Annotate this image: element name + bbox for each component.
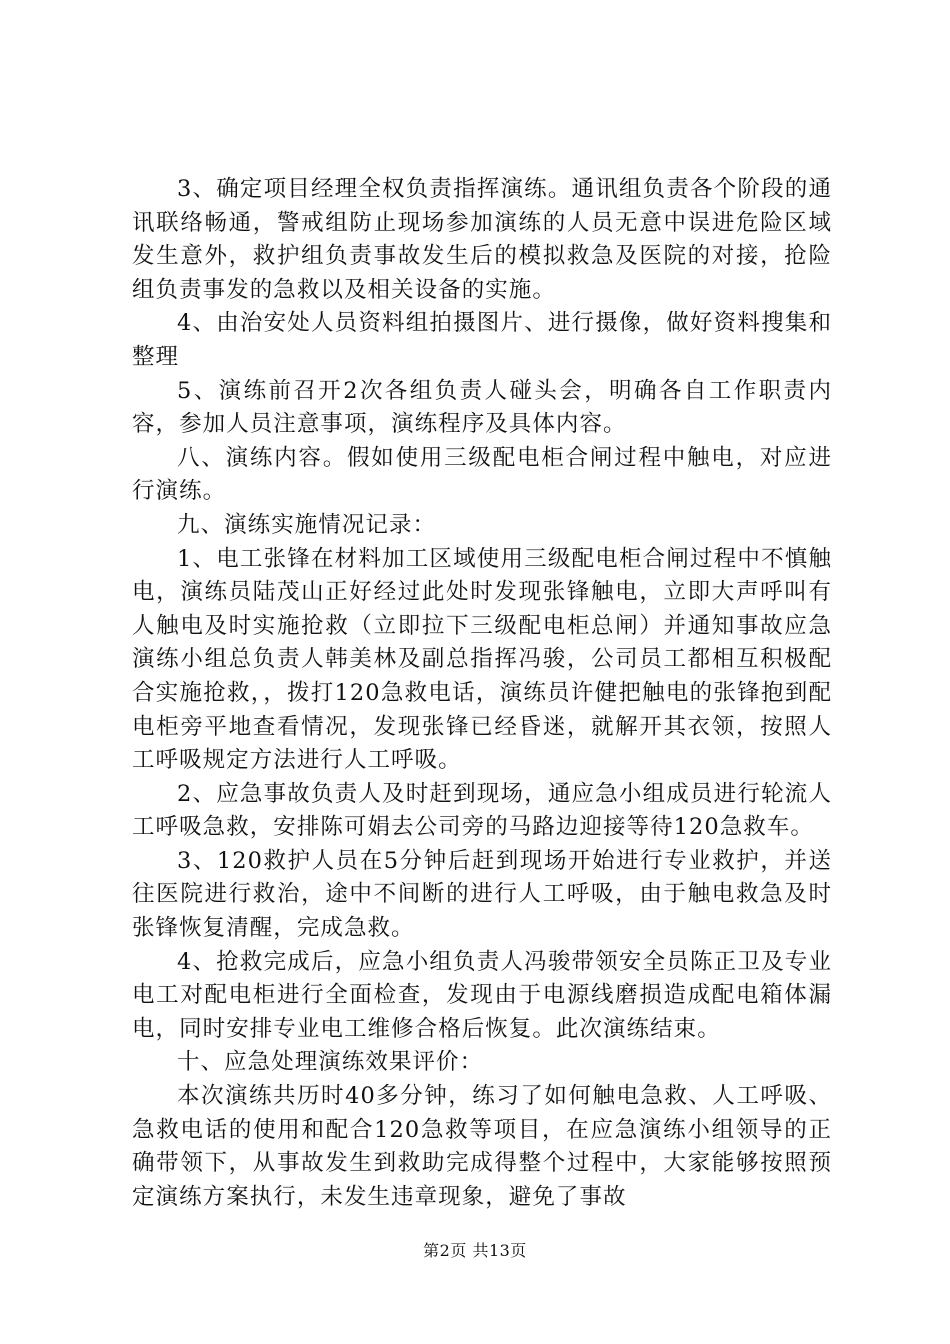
paragraph-pre-drill-meeting: 5、演练前召开2次各组负责人碰头会，明确各自工作职责内容，参加人员注意事项，演练程序及具体内容。	[132, 377, 832, 438]
paragraph-record-step-1: 1、电工张锋在材料加工区域使用三级配电柜合闸过程中不慎触电，演练员陆茂山正好经过此处时发现张锋触电，立即大声呼叫有人触电及时实施抢救（立即拉下三级配电柜总闸）并通知事故应急演练小组总负责人韩美林及副总指挥冯骏，公司员工都相互积极配合实施抢救，，拨打120急救电话，演练员许健把触电的张锋抱到配电柜旁平地查看情况，发现张锋已经昏迷，就解开其衣领，按照人工呼吸规定方法进行人工呼吸。	[132, 545, 832, 774]
paragraph-drill-content: 八、演练内容。假如使用三级配电柜合闸过程中触电，对应进行演练。	[132, 444, 832, 505]
paragraph-drill-roles: 3、确定项目经理全权负责指挥演练。通讯组负责各个阶段的通讯联络畅通，警戒组防止现场参加演练的人员无意中误进危险区域发生意外，救护组负责事故发生后的模拟救急及医院的对接，抢险组负责事发的急救以及相关设备的实施。	[132, 176, 832, 303]
document-body	[132, 173, 832, 1214]
paragraph-record-step-3: 3、120救护人员在5分钟后赶到现场开始进行专业救护，并送往医院进行救治，途中不间断的进行人工呼吸，由于触电救急及时张锋恢复清醒，完成急救。	[132, 847, 832, 942]
page-number: 第2页 共13页	[423, 1241, 527, 1260]
paragraph-record-step-4: 4、抢救完成后，应急小组负责人冯骏带领安全员陈正卫及专业电工对配电柜进行全面检查，发现由于电源线磨损造成配电箱体漏电，同时安排专业电工维修合格后恢复。此次演练结束。	[132, 948, 832, 1042]
paragraph-materials-team: 4、由治安处人员资料组拍摄图片、进行摄像，做好资料搜集和整理	[132, 310, 832, 370]
heading-drill-evaluation: 十、应急处理演练效果评价：	[177, 1049, 484, 1076]
paragraph-record-step-2: 2、应急事故负责人及时赶到现场，通应急小组成员进行轮流人工呼吸急救，安排陈可娟去公司旁的马路边迎接等待120急救车。	[132, 780, 832, 841]
paragraph-evaluation-text: 本次演练共历时40多分钟，练习了如何触电急救、人工呼吸、急救电话的使用和配合120急救等项目，在应急演练小组领导的正确带领下，从事故发生到救助完成得整个过程中，大家能够按照预定演练方案执行，未发生违章现象，避免了事故	[132, 1083, 832, 1210]
heading-drill-record: 九、演练实施情况记录：	[177, 511, 437, 538]
